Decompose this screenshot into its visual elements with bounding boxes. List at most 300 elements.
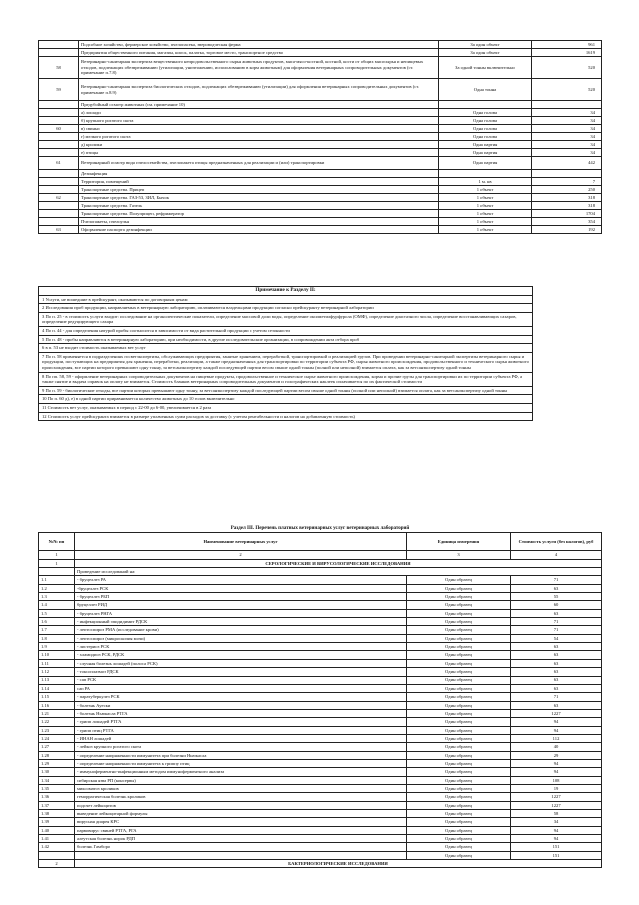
row-number: 1.41 (39, 835, 75, 843)
row-price: 63 (511, 684, 602, 692)
row-number (39, 851, 75, 859)
table-row (39, 709, 602, 717)
row-number: 1.36 (39, 793, 75, 801)
row-description: а) лошади (79, 109, 439, 117)
row-number: 1.8 (39, 634, 75, 642)
table-row (39, 818, 602, 826)
row-unit: Один образец (407, 584, 511, 592)
row-unit: Один образец (407, 626, 511, 634)
row-description: - болезнь Ауески (75, 701, 407, 709)
row-price: 520 (532, 57, 602, 79)
row-price: 58 (511, 810, 602, 818)
table-row (39, 776, 602, 784)
row-number: 1.5 (39, 609, 75, 617)
note-row (39, 395, 533, 404)
row-number: 1.37 (39, 801, 75, 809)
row-number: 1.40 (39, 826, 75, 834)
header-unit: Единица измерения (407, 533, 511, 551)
row-description: - бруцеллез РБП (75, 593, 407, 601)
row-price: 94 (511, 718, 602, 726)
row-number: 1.7 (39, 626, 75, 634)
table-row (39, 793, 602, 801)
row-unit: 1 объект (439, 210, 532, 218)
row-description: - определение напряженности иммунитета при болезни Ньюкасла (75, 751, 407, 759)
row-description: - ИНАН лошадей (75, 734, 407, 742)
row-description: - грипп лошадей РТГА (75, 718, 407, 726)
table-row (39, 109, 602, 117)
row-unit: Один образец (407, 759, 511, 767)
row-unit: 1 объект (439, 202, 532, 210)
note-row (39, 403, 533, 412)
row-description: б) крупного рогатого скота (79, 117, 439, 125)
row-price: 961 (532, 41, 602, 49)
row-number: 62 (39, 194, 79, 202)
row-unit: Один образец (407, 659, 511, 667)
row-number: 1.2 (39, 584, 75, 592)
row-description (75, 851, 407, 859)
row-number: 1.28 (39, 751, 75, 759)
row-price: 34 (532, 133, 602, 141)
row-description: г) мелкого рогатого скота (79, 133, 439, 141)
table-row (39, 125, 602, 133)
row-price: 63 (511, 659, 602, 667)
row-unit: Один образец (407, 593, 511, 601)
row-number: 1.29 (39, 759, 75, 767)
note-row (39, 372, 533, 386)
note-item: 8 По пп. 58, 59 - оформление ветеринарных сопроводительных документов на пищевые продукты, продовольственное и техническое сырье животного происхождения, корма и прочие грузы для транспортировки их по территории субъекта РФ, а также снятие и выдача справок на оплату не взимается. Стоимость бланков ветеринарных сопроводительных документов и голографических наклеек оплачивается по их фактической стоимости (39, 372, 533, 386)
note-item: 9 По п. 59 - биологические отходы, все партии которых превышают одну тонну, за ветсанэкспертизу каждой последующей партии весом свыше одной тонны (полной или неполной) взимается оплата, как за ветсанэкспертизу одной тонны (39, 386, 533, 395)
row-unit: 1 объект (439, 194, 532, 202)
table-row (39, 768, 602, 776)
row-number (39, 101, 79, 109)
table-row (39, 117, 602, 125)
table-row (39, 701, 602, 709)
row-description: - бруцеллез РА (75, 576, 407, 584)
table-row (39, 194, 602, 202)
row-price: 94 (511, 759, 602, 767)
row-price: 55 (511, 593, 602, 601)
table-row (39, 101, 602, 109)
table-row (39, 584, 602, 592)
row-unit: Один образец (407, 835, 511, 843)
row-number: 1.42 (39, 843, 75, 851)
table-row (39, 851, 602, 859)
row-description: Дезинфекция (79, 170, 439, 178)
row-price: 1704 (532, 210, 602, 218)
price-table-body (39, 41, 602, 234)
row-description: Транспортные средства. Газель (79, 202, 439, 210)
table-row (39, 593, 602, 601)
row-number: 1.23 (39, 726, 75, 734)
row-number: 1.34 (39, 776, 75, 784)
row-number: 1.35 (39, 784, 75, 792)
table-row (39, 202, 602, 210)
header-num: №№ пп (39, 533, 75, 551)
table-row (39, 668, 602, 676)
note-row (39, 295, 533, 304)
row-price: 63 (511, 651, 602, 659)
table-row (39, 226, 602, 234)
row-unit: Одна партия (439, 149, 532, 157)
row-unit: Один образец (407, 810, 511, 818)
table-row (39, 41, 602, 49)
row-number: 1.27 (39, 743, 75, 751)
table-row (39, 784, 602, 792)
row-price: 34 (532, 141, 602, 149)
table-row (39, 57, 602, 79)
row-number: 60 (39, 125, 79, 133)
row-description: Подсобное хозяйство, фермерское хозяйство, пчелопасека, звероводческая ферма (79, 41, 439, 49)
row-unit: Один образец (407, 826, 511, 834)
row-description: парвовирус свиней РТГА, РГА (75, 826, 407, 834)
row-description: Транспортные средства. ГАЗ-53, ЗИЛ, Бычок (79, 194, 439, 202)
row-price: 54 (511, 634, 602, 642)
row-description: - листериоз РСК (75, 643, 407, 651)
row-unit: Одна голова (439, 125, 532, 133)
row-number (39, 170, 79, 178)
note-row (39, 412, 533, 421)
row-unit: Один образец (407, 851, 511, 859)
row-unit: Один образец (407, 784, 511, 792)
note-item: 3 По п. 25 - в стоимость услуги входит: исследование на органолептические показатели, определение массовой доли воды, определение оксиметилфурфурола (ОМФ), определение диастазного числа, определение восстанавливающих сахаров, определение редуцирующего сахара (39, 312, 533, 326)
row-price: 63 (511, 643, 602, 651)
table-row (39, 718, 602, 726)
row-price: 318 (532, 194, 602, 202)
row-price: 63 (511, 676, 602, 684)
row-unit: Одна голова (439, 133, 532, 141)
table-row (39, 826, 602, 834)
row-price: 250 (532, 186, 602, 194)
row-number: 1.13 (39, 676, 75, 684)
table-row (39, 609, 602, 617)
row-unit: Один образец (407, 609, 511, 617)
row-description: Ветеринарно-санитарная экспертиза биологических отходов, подлежащих обезвреживанию (утилизации) для оформления ветеринарных сопроводительных документов (ст. примечание п.8.9) (79, 79, 439, 101)
note-item: 12 Стоимость услуг прейскуранта взимается в размере уплаченных сумм расходов за доставку (с учетом рентабельности и налогов на добавленную стоимость) (39, 412, 533, 421)
row-unit: Один образец (407, 718, 511, 726)
row-unit: Один образец (407, 709, 511, 717)
note-item: 5 По п. 48 - пробы направляются в ветеринарную лабораторию, при необходимости, в другие исследовательские организации, в сопровождении акта отбора проб (39, 335, 533, 344)
colnum-4: 4 (511, 551, 602, 559)
group-2-num: 2 (39, 860, 75, 868)
table-row (39, 734, 602, 742)
row-number: 1.11 (39, 659, 75, 667)
row-description: - случная болезнь лошадей (полоса РСК) (75, 659, 407, 667)
row-number: 59 (39, 79, 79, 101)
row-price: 60 (511, 601, 602, 609)
row-number (39, 186, 79, 194)
row-description: Транспортные средства. Полуприцеп, рефрижератор (79, 210, 439, 218)
row-price: 34 (532, 117, 602, 125)
section-3-body (39, 525, 602, 868)
row-number: 1.38 (39, 810, 75, 818)
row-unit: 1 объект (439, 218, 532, 226)
row-description: бруцеллез РИД (75, 601, 407, 609)
row-description: Предубойный осмотр животных (см. примечание 10) (79, 101, 439, 109)
row-price: 192 (532, 226, 602, 234)
row-number (39, 117, 79, 125)
note-row (39, 386, 533, 395)
row-number: 1.1 (39, 576, 75, 584)
row-unit: Одна голова (439, 109, 532, 117)
note-item: 1 Услуги, не вошедшие в прейскурант, оказываются по договорным ценам (39, 295, 533, 304)
row-number: 1.4 (39, 601, 75, 609)
table-row (39, 133, 602, 141)
row-unit: Один образец (407, 643, 511, 651)
row-price: 108 (511, 776, 602, 784)
row-description: Оформление паспорта дезинфекции (79, 226, 439, 234)
row-price: 63 (511, 668, 602, 676)
note-row (39, 304, 533, 313)
row-description: выведение лейкоцитарной формулы (75, 810, 407, 818)
row-description: - токсоплазмоз РДСК (75, 668, 407, 676)
row-price: 71 (511, 618, 602, 626)
row-description: д) кролики (79, 141, 439, 149)
row-unit: Один образец (407, 818, 511, 826)
row-description: Ветеринарный осмотр вида пчелосемейства, пчелопакета птицы предназначенных для реализации и (или) транспортировки (79, 157, 439, 170)
group-1-num: 1 (39, 559, 75, 567)
row-description: болезнь Гамборо (75, 843, 407, 851)
row-number: 58 (39, 57, 79, 79)
row-price: 1227 (511, 709, 602, 717)
row-description: подсчет лейкоцитов (75, 801, 407, 809)
row-unit: Один образец (407, 618, 511, 626)
row-price: 1619 (532, 49, 602, 57)
row-description: - определение напряженности иммунитета к гриппу птиц (75, 759, 407, 767)
row-description: - паратуберкулез РСК (75, 693, 407, 701)
note-item: 11 Стоимость вет услуг, оказываемых в период с 22-00 до 6-00, увеличивается в 2 раза (39, 403, 533, 412)
row-price: 71 (511, 693, 602, 701)
note-row (39, 326, 533, 335)
row-unit: Один образец (407, 701, 511, 709)
row-unit: Один образец (407, 684, 511, 692)
row-price (532, 101, 602, 109)
row-unit: Одна тонна (439, 79, 532, 101)
row-description: сап РА (75, 684, 407, 692)
row-unit: За один объект (439, 49, 532, 57)
table-row (39, 651, 602, 659)
row-price: 71 (511, 626, 602, 634)
row-unit: Один образец (407, 751, 511, 759)
table-row (39, 626, 602, 634)
notes-title: Примечание к Разделу II: (39, 287, 533, 296)
row-unit: Один образец (407, 693, 511, 701)
table-row (39, 693, 602, 701)
row-unit: Один образец (407, 726, 511, 734)
row-description: - грипп птиц РТГА (75, 726, 407, 734)
table-row (39, 141, 602, 149)
colnum-3: 3 (407, 551, 511, 559)
group-2-title: БАКТЕРИОЛОГИЧЕСКИЕ ИССЛЕДОВАНИЯ (75, 860, 602, 868)
table-row (39, 643, 602, 651)
table-row (39, 618, 602, 626)
row-description: - бруцеллез РНГА (75, 609, 407, 617)
row-unit: Один образец (407, 776, 511, 784)
price-table-section-2 (38, 40, 602, 234)
row-price: 112 (511, 734, 602, 742)
row-description: алеутская болезнь норок РДП (75, 835, 407, 843)
row-description: - лептоспироз (микроскопия мочи) (75, 634, 407, 642)
row-unit: Одна голова (439, 117, 532, 125)
note-row (39, 335, 533, 344)
table-row (39, 79, 602, 101)
row-description: Ветеринарно-санитарная экспертиза вещественного непродовольственного сырья животных продуктов, мяса-мясо-костной, костной, кости от общих мясосырья и непищевых отходов, подлежащих обезвреживанию (утилизации, уничтожению, использованию в корм животным) для оформления ветеринарных сопроводительных документов (ст. примечание п.7.8) (79, 57, 439, 79)
row-number (39, 109, 79, 117)
row-description: - болезнь Ньюкасла РТГА (75, 709, 407, 717)
table-row (39, 218, 602, 226)
row-price: 34 (511, 818, 602, 826)
table-row (39, 601, 602, 609)
row-description: миксоматоз кроликов (75, 784, 407, 792)
row-price: 94 (511, 726, 602, 734)
row-description: - инфекционный эпидидимит РДСК (75, 618, 407, 626)
table-row (39, 751, 602, 759)
colnum-2: 2 (75, 551, 407, 559)
notes-section-2 (38, 286, 533, 421)
row-description: - иммуноферментно-инфекционным методом иммуноферментного анализа (75, 768, 407, 776)
row-number: 1.6 (39, 618, 75, 626)
row-number: 1.12 (39, 668, 75, 676)
row-number: 1.21 (39, 709, 75, 717)
group-2-row (39, 860, 602, 868)
row-description: вирусная диарея КРС (75, 818, 407, 826)
row-description: Пчелопакеты, пчелоулья (79, 218, 439, 226)
row-unit: Один образец (407, 676, 511, 684)
row-number: 1.3 (39, 593, 75, 601)
row-price: 442 (532, 157, 602, 170)
table-row (39, 810, 602, 818)
price-table-section-3 (38, 525, 602, 868)
row-unit: Один образец (407, 843, 511, 851)
table-row (39, 676, 602, 684)
row-unit (439, 170, 532, 178)
row-number: 1.9 (39, 643, 75, 651)
table-row (39, 759, 602, 767)
row-price: 520 (532, 79, 602, 101)
row-price: 151 (511, 851, 602, 859)
row-description: - лейкоз крупного рогатого скота (75, 743, 407, 751)
row-price: 34 (532, 149, 602, 157)
row-unit: Один образец (407, 668, 511, 676)
note-item: 4 По п. 44 - для определения натурой пробы соотносится в зависимости от вида растительной продукции с учетом сезонности (39, 326, 533, 335)
row-number: 1.24 (39, 734, 75, 742)
row-description: Предприятия общественного питания, магазин, киоск, палатка, торговое место, транспортное средство (79, 49, 439, 57)
section-3-title: Раздел III. Перечень платных ветеринарных услуг ветеринарных лабораторий (39, 525, 602, 533)
row-unit: 1 объект (439, 226, 532, 234)
row-unit: Один образец (407, 734, 511, 742)
row-price: 19 (511, 784, 602, 792)
row-unit: 1 объект (439, 186, 532, 194)
group-1-title: СЕРОЛОГИЧЕСКИЕ И ВИРУСОЛОГИЧЕСКИЕ ИССЛЕДОВАНИЯ (75, 559, 602, 567)
row-price: 29 (511, 751, 602, 759)
table-row (39, 149, 602, 157)
row-price: 63 (511, 609, 602, 617)
row-unit: Один образец (407, 801, 511, 809)
row-price: 40 (511, 743, 602, 751)
row-price: 34 (532, 125, 602, 133)
note-item: 10 По п. 60 д), е) в одной партии приравнивается количество животных до 10 голов включительно (39, 395, 533, 404)
colnum-1: 1 (39, 551, 75, 559)
table-row (39, 835, 602, 843)
row-number: 1.22 (39, 718, 75, 726)
row-price: 63 (511, 701, 602, 709)
row-number: 1.39 (39, 818, 75, 826)
row-description: -бруцеллез РСК (75, 584, 407, 592)
row-number (39, 149, 79, 157)
row-price: 34 (532, 109, 602, 117)
row-unit: Один образец (407, 743, 511, 751)
row-number: 61 (39, 157, 79, 170)
table-row (39, 634, 602, 642)
table-row (39, 49, 602, 57)
table-row (39, 210, 602, 218)
row-number (39, 218, 79, 226)
row-description: - хламидиоз РСК, РДСК (75, 651, 407, 659)
row-number: 63 (39, 226, 79, 234)
table-row (39, 843, 602, 851)
table-row (39, 726, 602, 734)
row-number (39, 133, 79, 141)
row-unit: За одной тонны включительно (439, 57, 532, 79)
row-price: 151 (511, 843, 602, 851)
row-description: - сап РСК (75, 676, 407, 684)
row-number (39, 49, 79, 57)
row-number: 1.10 (39, 651, 75, 659)
table-row (39, 684, 602, 692)
table-row (39, 157, 602, 170)
row-price: 94 (511, 826, 602, 834)
row-price: 318 (532, 202, 602, 210)
row-number (39, 202, 79, 210)
table-row (39, 659, 602, 667)
note-item: 7 По п. 58 применяется в подразделениях госветэкспертизы, обслуживающих предприятия, занятые хранением, переработкой, транспортировкой и реализацией грузов. При проведении ветеринарно-санитарной экспертизы ветеринарного сырья и продукции, поступающих на предприятия для хранения, переработки, реализации, а также предназначенных для транспортировки по территории субъекта РФ, сырья животного происхождения, продовольственного и технического сырья животного происхождения, все партии которого превышают одну тонну, за ветсанэкспертизу каждой последующей партии весом свыше одной тонны (полной или неполной) взимается оплата, как за ветсанэкспертизу одной тонны (39, 352, 533, 372)
row-description: Транспортные средства. Прицеп (79, 186, 439, 194)
row-price: 94 (511, 835, 602, 843)
row-number: 1.15 (39, 693, 75, 701)
note-item: 2 Исследования проб продукции, направляемых в ветеринарную лабораторию, оплачиваются владельцами продукции согласно прейскуранту ветеринарной лаборатории (39, 304, 533, 313)
row-unit: Один образец (407, 601, 511, 609)
table-row (39, 178, 602, 186)
row-unit: Одна партия (439, 141, 532, 149)
table-row (39, 801, 602, 809)
table-row (39, 186, 602, 194)
row-number: 1.16 (39, 701, 75, 709)
row-price: 7 (532, 178, 602, 186)
note-row (39, 352, 533, 372)
row-description: Территория, помещений (79, 178, 439, 186)
row-description: е) птицы (79, 149, 439, 157)
row-price: 354 (532, 218, 602, 226)
row-number: 1.14 (39, 684, 75, 692)
row-description: геморрагическая болезнь кроликов (75, 793, 407, 801)
row-price: 71 (511, 576, 602, 584)
note-row (39, 312, 533, 326)
header-name: Наименование ветеринарных услуг (75, 533, 407, 551)
note-row (39, 344, 533, 353)
header-price: Стоимость услуги (без налогов), руб (511, 533, 602, 551)
row-unit (439, 101, 532, 109)
row-number (39, 141, 79, 149)
row-price (532, 170, 602, 178)
row-unit: Одна партия (439, 157, 532, 170)
row-unit: Один образец (407, 634, 511, 642)
row-number (39, 178, 79, 186)
row-price: 1227 (511, 801, 602, 809)
row-unit: Один образец (407, 768, 511, 776)
row-price: 94 (511, 768, 602, 776)
row-description: в) свиньи (79, 125, 439, 133)
row-unit: Один образец (407, 651, 511, 659)
row-unit: Один образец (407, 576, 511, 584)
